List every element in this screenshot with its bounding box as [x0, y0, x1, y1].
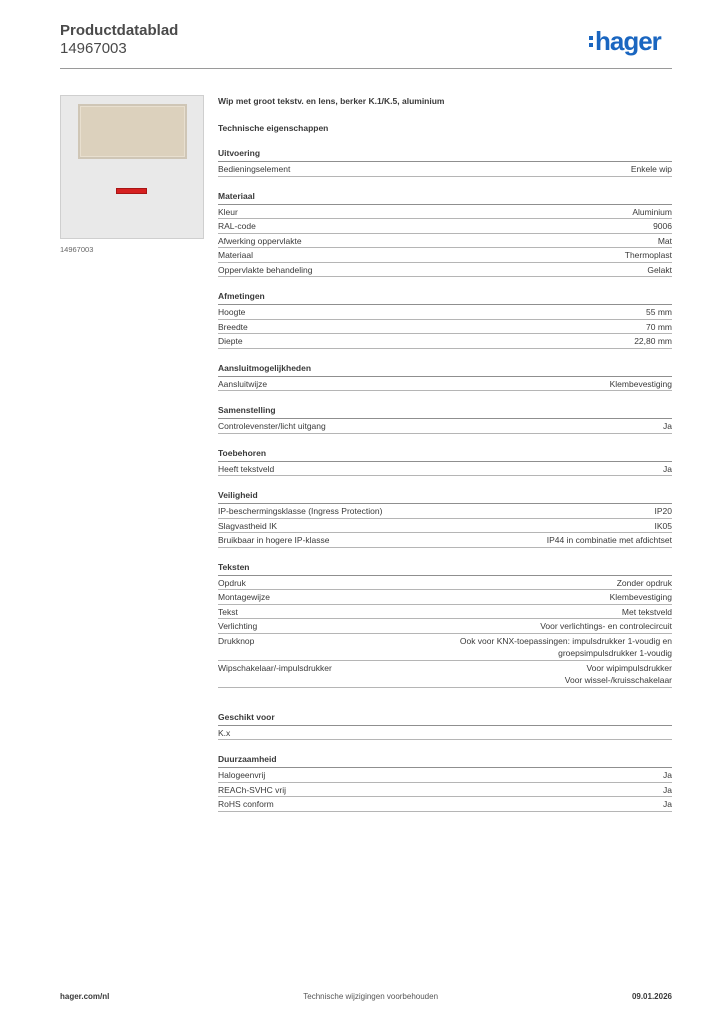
spec-value-line: Ja [663, 463, 672, 474]
spec-value-line: Ja [663, 421, 672, 431]
spec-value [610, 378, 672, 391]
spec-value [632, 206, 672, 219]
spec-value [663, 784, 672, 797]
spec-value-line: Enkele wip [630, 164, 672, 174]
spec-value-line: Ook voor KNX-toepassingen: impulsdrukker 1-voudig en [459, 635, 672, 646]
footer-website[interactable]: hager.com/nl [60, 992, 110, 1001]
spec-sections [218, 148, 672, 812]
section-heading: Afmetingen [218, 291, 672, 305]
spec-value-line: Ja [663, 770, 672, 780]
spec-value [655, 505, 673, 518]
page-footer [60, 992, 672, 1001]
spec-row [218, 263, 672, 278]
spec-value-line: IK05 [654, 520, 672, 531]
spec-value-line: Voor wissel-/kruisschakelaar [564, 675, 672, 685]
spec-section [218, 490, 672, 548]
spec-label: Opdruk [218, 577, 246, 588]
spec-value [663, 463, 672, 476]
spec-value-line: Aluminium [632, 206, 672, 217]
spec-row [218, 377, 672, 392]
spec-value-line: Voor wipimpulsdrukker [586, 662, 672, 673]
spec-row [218, 334, 672, 349]
spec-label: Slagvastheid IK [218, 520, 278, 531]
spec-row [218, 248, 672, 263]
image-caption: 14967003 [60, 245, 94, 254]
spec-row [218, 797, 672, 812]
spec-value-line: 22,80 mm [634, 336, 672, 346]
spec-row [218, 661, 672, 688]
spec-section [218, 148, 672, 177]
spec-value [646, 321, 672, 334]
page-title: Productdatablad [60, 22, 179, 39]
spec-value [625, 249, 672, 262]
spec-label: REACh-SVHC vrij [218, 784, 287, 795]
page-header [60, 22, 178, 58]
spec-value-line: Zonder opdruk [616, 577, 672, 588]
spec-value [634, 335, 672, 348]
spec-value [622, 606, 672, 619]
spec-label: Aansluitwijze [218, 378, 268, 389]
spec-row [218, 519, 672, 534]
spec-value-line: Ja [663, 799, 672, 809]
spec-row [218, 462, 672, 477]
spec-label: Montagewijze [218, 592, 270, 602]
red-lens [116, 188, 147, 194]
section-heading: Toebehoren [218, 448, 672, 462]
spec-label: RAL-code [218, 221, 256, 231]
section-heading: Samenstelling [218, 405, 672, 419]
product-image [60, 95, 204, 239]
spec-section [218, 405, 672, 434]
spec-row [218, 205, 672, 220]
spec-value [653, 220, 672, 233]
spec-section [218, 712, 672, 741]
section-heading: Teksten [218, 562, 672, 576]
spec-label: Materiaal [218, 250, 253, 260]
footer-date: 09.01.2026 [631, 992, 672, 1001]
spec-label: Diepte [218, 336, 243, 346]
spec-value [658, 235, 672, 248]
spec-value [565, 662, 672, 687]
section-heading: Geschikt voor [218, 712, 672, 726]
main-section-title: Technische eigenschappen [218, 123, 329, 133]
spec-label: RoHS conform [218, 799, 274, 809]
text-field-window [78, 104, 187, 159]
logo-wordmark: hager [595, 26, 661, 56]
spec-value [663, 769, 672, 782]
spec-label: Drukknop [218, 635, 255, 646]
product-number: 14967003 [60, 40, 127, 57]
spec-value-line: 55 mm [646, 307, 672, 317]
spec-value-line: Met tekstveld [621, 606, 672, 617]
spec-label: Tekst [218, 606, 238, 617]
spec-value-line: IP44 in combinatie met afdichtset [546, 535, 672, 545]
spec-value [631, 163, 672, 176]
spec-row [218, 783, 672, 798]
spec-label: Wipschakelaar/-impulsdrukker [218, 662, 332, 673]
spec-value-line: groepsimpulsdrukker 1-voudig [558, 648, 672, 658]
spec-row [218, 219, 672, 234]
spec-label: K.x [218, 727, 231, 738]
spec-value-line: IP20 [654, 506, 672, 516]
hager-logo [589, 26, 661, 56]
spec-value-line: Gelakt [647, 264, 672, 275]
spec-row [218, 590, 672, 605]
spec-value [547, 534, 672, 547]
spec-value-line: Mat [657, 235, 672, 246]
spec-row [218, 576, 672, 591]
spec-row [218, 305, 672, 320]
product-title: Wip met groot tekstv. en lens, berker K.1/K.5, aluminium [218, 96, 445, 106]
spec-value [646, 306, 672, 319]
section-heading: Aansluitmogelijkheden [218, 363, 672, 377]
spec-label: Oppervlakte behandeling [218, 264, 313, 275]
spec-row [218, 619, 672, 634]
footer-notice: Technische wijzigingen voorbehouden [303, 992, 439, 1001]
section-heading: Uitvoering [218, 148, 672, 162]
spec-section [218, 754, 672, 812]
spec-row [218, 605, 672, 620]
spec-label: IP-beschermingsklasse (Ingress Protection) [218, 506, 383, 516]
logo-mark-icon [589, 36, 593, 47]
spec-value [655, 520, 673, 533]
spec-label: Bedieningselement [218, 164, 291, 174]
spec-row [218, 419, 672, 434]
spec-label: Halogeenvrij [218, 770, 266, 780]
spec-section [218, 191, 672, 278]
spec-row [218, 320, 672, 335]
spec-row [218, 768, 672, 783]
spec-value-line: Voor verlichtings- en controlecircuit [540, 621, 672, 631]
spec-value-line: Thermoplast [624, 250, 672, 260]
spec-value-line: Ja [663, 784, 672, 795]
spec-section [218, 562, 672, 688]
spec-value-line: Klembevestiging [609, 592, 672, 602]
spec-section [218, 363, 672, 392]
spec-label: Bruikbaar in hogere IP-klasse [218, 535, 330, 545]
spec-content [218, 95, 672, 812]
spec-row [218, 234, 672, 249]
section-heading: Veiligheid [218, 490, 672, 504]
spec-value-line: 9006 [653, 221, 672, 231]
spec-section [218, 291, 672, 349]
spec-value [663, 798, 672, 811]
spec-label: Verlichting [218, 621, 258, 631]
header-divider [60, 68, 672, 69]
spec-label: Heeft tekstveld [218, 463, 275, 474]
spec-row [218, 726, 672, 741]
spec-value [540, 620, 672, 633]
spec-label: Controlevenster/licht uitgang [218, 421, 326, 431]
spec-value [610, 591, 672, 604]
spec-value [647, 264, 672, 277]
spec-section [218, 448, 672, 477]
section-heading: Materiaal [218, 191, 672, 205]
spec-row [218, 504, 672, 519]
section-heading: Duurzaamheid [218, 754, 672, 768]
spec-label: Hoogte [218, 307, 246, 317]
spec-value [617, 577, 672, 590]
spec-label: Breedte [218, 321, 248, 332]
spec-row [218, 162, 672, 177]
spec-value [460, 635, 672, 660]
spec-label: Afwerking oppervlakte [218, 235, 302, 246]
spec-label: Kleur [218, 206, 238, 217]
spec-value-line: 70 mm [646, 321, 672, 332]
spec-row [218, 634, 672, 661]
spec-row [218, 533, 672, 548]
spec-value [663, 420, 672, 433]
spec-value-line: Klembevestiging [609, 378, 672, 389]
